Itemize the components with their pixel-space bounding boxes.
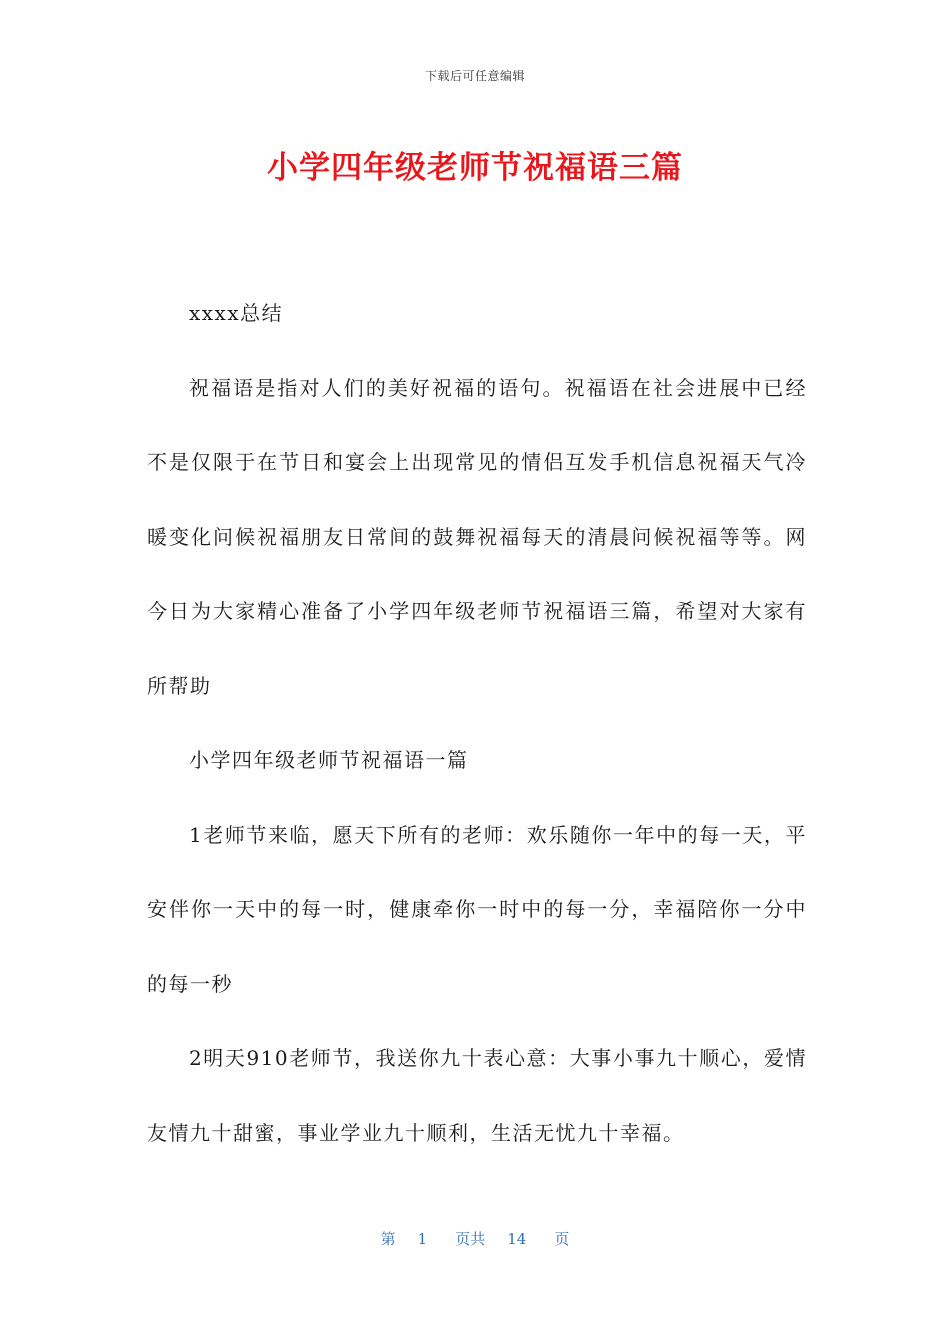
- footer-suffix: 页: [554, 1230, 570, 1248]
- page-footer: [0, 1228, 950, 1249]
- document-title: 小学四年级老师节祝福语三篇: [267, 150, 683, 186]
- paragraph-author: xxxx总结: [189, 301, 284, 325]
- document-body: [147, 276, 807, 1170]
- footer-total-pages: 14: [507, 1230, 527, 1248]
- footer-prefix: 第: [380, 1230, 396, 1248]
- paragraph-intro: 祝福语是指对人们的美好祝福的语句。祝福语在社会进展中已经不是仅限于在节日和宴会上出现常见的情侣互发手机信息祝福天气冷暖变化问候祝福朋友日常间的鼓舞祝福每天的清晨问候祝福等等。网今日为大家精心准备了小学四年级老师节祝福语三篇，希望对大家有所帮助: [147, 375, 807, 698]
- paragraph-item-2: 2明天910老师节，我送你九十表心意：大事小事九十顺心，爱情友情九十甜蜜，事业学业九十顺利，生活无忧九十幸福。: [147, 1046, 807, 1145]
- footer-middle: 页共: [455, 1230, 486, 1248]
- paragraph-item-1: 1老师节来临，愿天下所有的老师：欢乐随你一年中的每一天，平安伴你一天中的每一时，健康牵你一时中的每一分，幸福陪你一分中的每一秒: [147, 822, 807, 996]
- section-heading: 小学四年级老师节祝福语一篇: [189, 748, 469, 772]
- header-note: 下载后可任意编辑: [424, 69, 525, 83]
- footer-current-page: 1: [417, 1230, 428, 1248]
